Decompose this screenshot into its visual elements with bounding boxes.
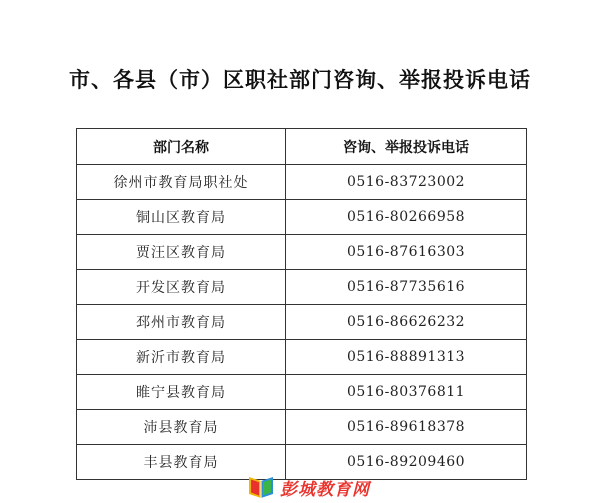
phone-cell: 0516-88891313 bbox=[286, 340, 527, 375]
department-cell: 铜山区教育局 bbox=[77, 200, 286, 235]
table-row bbox=[77, 305, 527, 340]
department-cell: 睢宁县教育局 bbox=[77, 375, 286, 410]
table-row bbox=[77, 270, 527, 305]
phone-cell: 0516-83723002 bbox=[286, 165, 527, 200]
department-cell: 沛县教育局 bbox=[77, 410, 286, 445]
table-row bbox=[77, 340, 527, 375]
table-header-row bbox=[77, 129, 527, 165]
watermark-text: 彭城教育网 bbox=[280, 479, 370, 500]
site-watermark bbox=[246, 474, 370, 500]
department-cell: 贾汪区教育局 bbox=[77, 235, 286, 270]
department-cell: 徐州市教育局职社处 bbox=[77, 165, 286, 200]
phone-cell: 0516-87735616 bbox=[286, 270, 527, 305]
phone-cell: 0516-86626232 bbox=[286, 305, 527, 340]
book-logo-icon bbox=[246, 475, 276, 499]
department-cell: 丰县教育局 bbox=[77, 445, 286, 480]
phone-cell: 0516-80266958 bbox=[286, 200, 527, 235]
header-department: 部门名称 bbox=[77, 129, 286, 165]
table-row bbox=[77, 375, 527, 410]
document-title: 市、各县（市）区职社部门咨询、举报投诉电话 bbox=[69, 68, 531, 92]
contact-table bbox=[76, 128, 527, 480]
table-row bbox=[77, 200, 527, 235]
table-row bbox=[77, 235, 527, 270]
phone-cell: 0516-87616303 bbox=[286, 235, 527, 270]
phone-cell: 0516-89618378 bbox=[286, 410, 527, 445]
department-cell: 开发区教育局 bbox=[77, 270, 286, 305]
phone-cell: 0516-89209460 bbox=[286, 445, 527, 480]
header-phone: 咨询、举报投诉电话 bbox=[286, 129, 527, 165]
table-row bbox=[77, 410, 527, 445]
phone-cell: 0516-80376811 bbox=[286, 375, 527, 410]
table-row bbox=[77, 165, 527, 200]
department-cell: 邳州市教育局 bbox=[77, 305, 286, 340]
department-cell: 新沂市教育局 bbox=[77, 340, 286, 375]
